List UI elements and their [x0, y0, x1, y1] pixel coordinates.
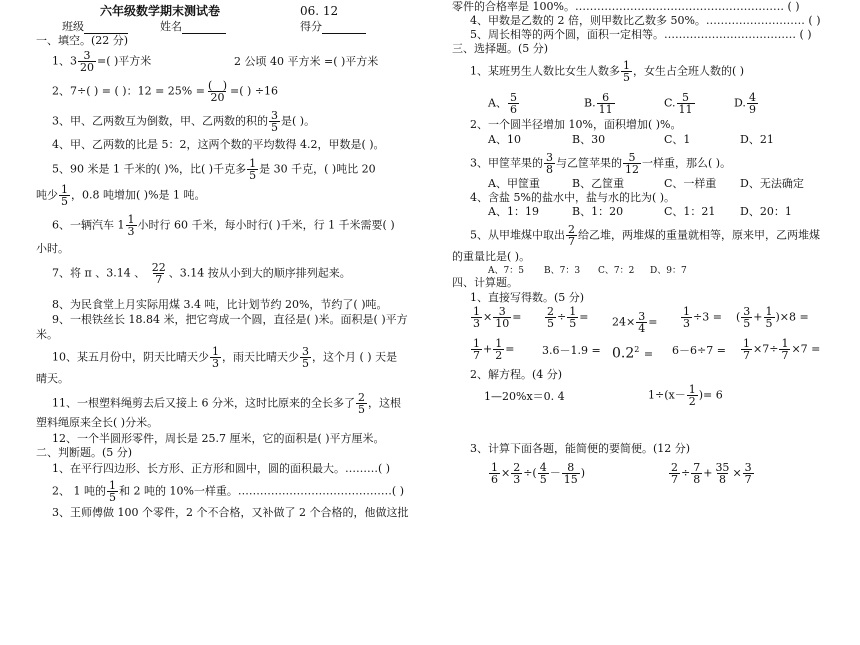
- calc-simplify-title: 3、计算下面各题，能简便的要简便。(12 分): [470, 442, 691, 455]
- score-field[interactable]: 得分: [300, 20, 366, 34]
- choice-3: 3、甲筐苹果的 $\frac{3}{8}$ 与乙筐苹果的 $\frac{5}{12}$ 一样重，那么( )。: [470, 151, 732, 176]
- choice-5-opt-b: B、7：3: [544, 266, 581, 276]
- judge-1: 1、在平行四边形、长方形、正方形和圆中，圆的面积最大。………( ): [52, 462, 391, 475]
- q5: 5、90 米是 1 千米的( )%，比( )千克多 $\frac{1}{5}$ 是 30 千克，( )吨比 20: [52, 157, 376, 182]
- equation-1: 1—20%x＝0. 4: [484, 390, 565, 403]
- name-field[interactable]: 姓名: [160, 20, 226, 34]
- calc-1-3: 24× $\frac{3}{4}$ =: [612, 310, 658, 335]
- choice-2-opt-b: B、30: [572, 133, 606, 146]
- q9-cont: 米。: [36, 328, 58, 341]
- choice-4-opt-c: C、1：21: [664, 205, 716, 218]
- choice-3-opt-d: D、无法确定: [740, 177, 804, 190]
- calc-equation-title: 2、解方程。(4 分): [470, 368, 563, 381]
- q5-cont: 吨少 $\frac{1}{5}$ ，0.8 吨增加( )%是 1 吨。: [36, 183, 206, 208]
- simplify-1: $\frac{1}{6}$ × $\frac{2}{3}$ ÷( $\frac{4}{5}$ － $\frac{8}{15}$ ): [491, 461, 586, 486]
- judge-2: 2、 1 吨的 $\frac{1}{5}$ 和 2 吨的 10%一样重。……………………………………( ): [52, 479, 405, 504]
- q10: 10、某五月份中，阴天比晴天少 $\frac{1}{3}$ ，雨天比晴天少 $\frac{3}{5}$ ，这个月 ( ) 天是: [52, 345, 398, 370]
- calc-1-4: $\frac{1}{3}$ ÷3 =: [683, 305, 722, 330]
- choice-4-opt-d: D、20：1: [740, 205, 792, 218]
- exam-title: 六年级数学期末测试卷: [100, 4, 221, 18]
- q6: 6、一辆汽车 1 $\frac{1}{3}$ 小时行 60 千米，每小时行( )千米，行 1 千米需要( ): [52, 213, 395, 238]
- q7: 7、将 π 、3.14 、 $\frac{22}{7}$ 、3.14 按从小到大的顺序排列起来。: [52, 261, 351, 286]
- class-field[interactable]: 班级: [62, 20, 128, 34]
- calc-1-1: $\frac{1}{3}$ × $\frac{3}{10}$ =: [473, 305, 522, 330]
- choice-2: 2、一个圆半径增加 10%，面积增加( )%。: [470, 118, 682, 131]
- q1: 1、3 $\frac{3}{20}$ =( )平方米: [52, 49, 152, 74]
- q11-cont: 塑料绳原来全长( )分米。: [36, 416, 159, 429]
- choice-5-opt-a: A、7：5: [488, 266, 524, 276]
- judge-3: 3、王师傅做 100 个零件，2 个不合格，又补做了 2 个合格的，他做这批: [52, 506, 409, 519]
- choice-2-opt-c: C、1: [664, 133, 691, 146]
- choice-4-opt-a: A、1：19: [488, 205, 539, 218]
- judge-4: 4、甲数是乙数的 2 倍，则甲数比乙数多 50%。……………………… ( ): [470, 14, 821, 27]
- choice-3-opt-c: C、一样重: [664, 177, 717, 190]
- section-choice: 三、选择题。(5 分): [452, 42, 549, 55]
- choice-3-opt-a: A、甲筐重: [488, 177, 540, 190]
- q1-second: 2 公顷 40 平方米 =( )平方米: [234, 55, 379, 68]
- choice-5-cont: 的重量比是( )。: [452, 250, 531, 263]
- choice-5-opt-d: D、9：7: [650, 266, 687, 276]
- choice-4-opt-b: B、1：20: [572, 205, 624, 218]
- q2: 2、7÷( ) = ( )：12 = 25% = ( ) 20 =( ) ÷16: [52, 79, 279, 104]
- choice-4: 4、含盐 5%的盐水中，盐与水的比为( )。: [470, 191, 676, 204]
- choice-1-opt-c: C. $\frac{5}{11}$: [664, 91, 693, 116]
- q6-cont: 小时。: [36, 242, 69, 255]
- equation-2: 1÷(x－ $\frac{1}{2}$ )= 6: [648, 383, 723, 408]
- q8: 8、为民食堂上月实际用煤 3.4 吨，比计划节约 20%，节约了( )吨。: [52, 298, 388, 311]
- q9: 9、一根铁丝长 18.84 米，把它弯成一个圆，直径是( )米。面积是( )平方: [52, 313, 408, 326]
- calc-1-10: $\frac{1}{7}$ ×7÷ $\frac{1}{7}$ ×7 =: [743, 337, 821, 362]
- choice-1-opt-a: A、 $\frac{5}{6}$: [488, 91, 517, 116]
- calc-1-2: $\frac{2}{5}$ ÷ $\frac{1}{5}$ =: [547, 305, 589, 330]
- choice-3-opt-b: B、乙筐重: [572, 177, 625, 190]
- section-calc: 四、计算题。: [452, 276, 518, 289]
- section-fill-blank: 一、填空。(22 分): [36, 34, 129, 47]
- choice-1-opt-d: D. $\frac{4}{9}$: [734, 91, 756, 116]
- choice-5: 5、从甲堆煤中取出 $\frac{2}{7}$ 给乙堆，两堆煤的重量就相等，原来甲，乙两堆煤: [470, 223, 820, 248]
- calc-1-5: ( $\frac{3}{5}$ + $\frac{1}{5}$ )×8 =: [736, 305, 809, 330]
- q10-cont: 晴天。: [36, 372, 69, 385]
- judge-3-cont: 零件的合格率是 100%。………………………………………………… ( ): [452, 0, 800, 13]
- choice-2-opt-d: D、21: [740, 133, 774, 146]
- choice-5-opt-c: C、7：2: [598, 266, 635, 276]
- section-judge: 二、判断题。(5 分): [36, 446, 133, 459]
- q11: 11、一根塑料绳剪去后又接上 6 分米，这时比原来的全长多了 $\frac{2}{5}$ ，这根: [52, 391, 401, 416]
- choice-2-opt-a: A、10: [488, 133, 521, 146]
- calc-1-6: $\frac{1}{7}$ + $\frac{1}{2}$ =: [473, 337, 515, 362]
- choice-1: 1、某班男生人数比女生人数多 $\frac{1}{5}$ ，女生占全班人数的( ): [470, 59, 745, 84]
- calc-direct-title: 1、直接写得数。(5 分): [470, 291, 585, 304]
- exam-date: 06. 12: [300, 4, 339, 18]
- judge-5: 5、周长相等的两个圆，面积一定相等。……………………………… ( ): [470, 28, 812, 41]
- calc-1-8: $0.2^2$ =: [612, 345, 654, 362]
- q12: 12、一个半圆形零件，周长是 25.7 厘米，它的面积是( )平方厘米。: [52, 432, 385, 445]
- q4: 4、甲、乙两数的比是 5：2，这两个数的平均数得 4.2，甲数是( )。: [52, 138, 385, 151]
- calc-1-9: 6－6÷7 =: [672, 344, 726, 357]
- q3: 3、甲、乙两数互为倒数，甲、乙两数的积的 $\frac{3}{5}$ 是( )。: [52, 109, 316, 134]
- simplify-2: $\frac{2}{7}$ ÷ $\frac{7}{8}$ + $\frac{35}{8}$ × $\frac{3}{7}$: [671, 461, 752, 486]
- calc-1-7: 3.6－1.9 =: [542, 344, 601, 357]
- choice-1-opt-b: B. $\frac{6}{11}$: [584, 91, 613, 116]
